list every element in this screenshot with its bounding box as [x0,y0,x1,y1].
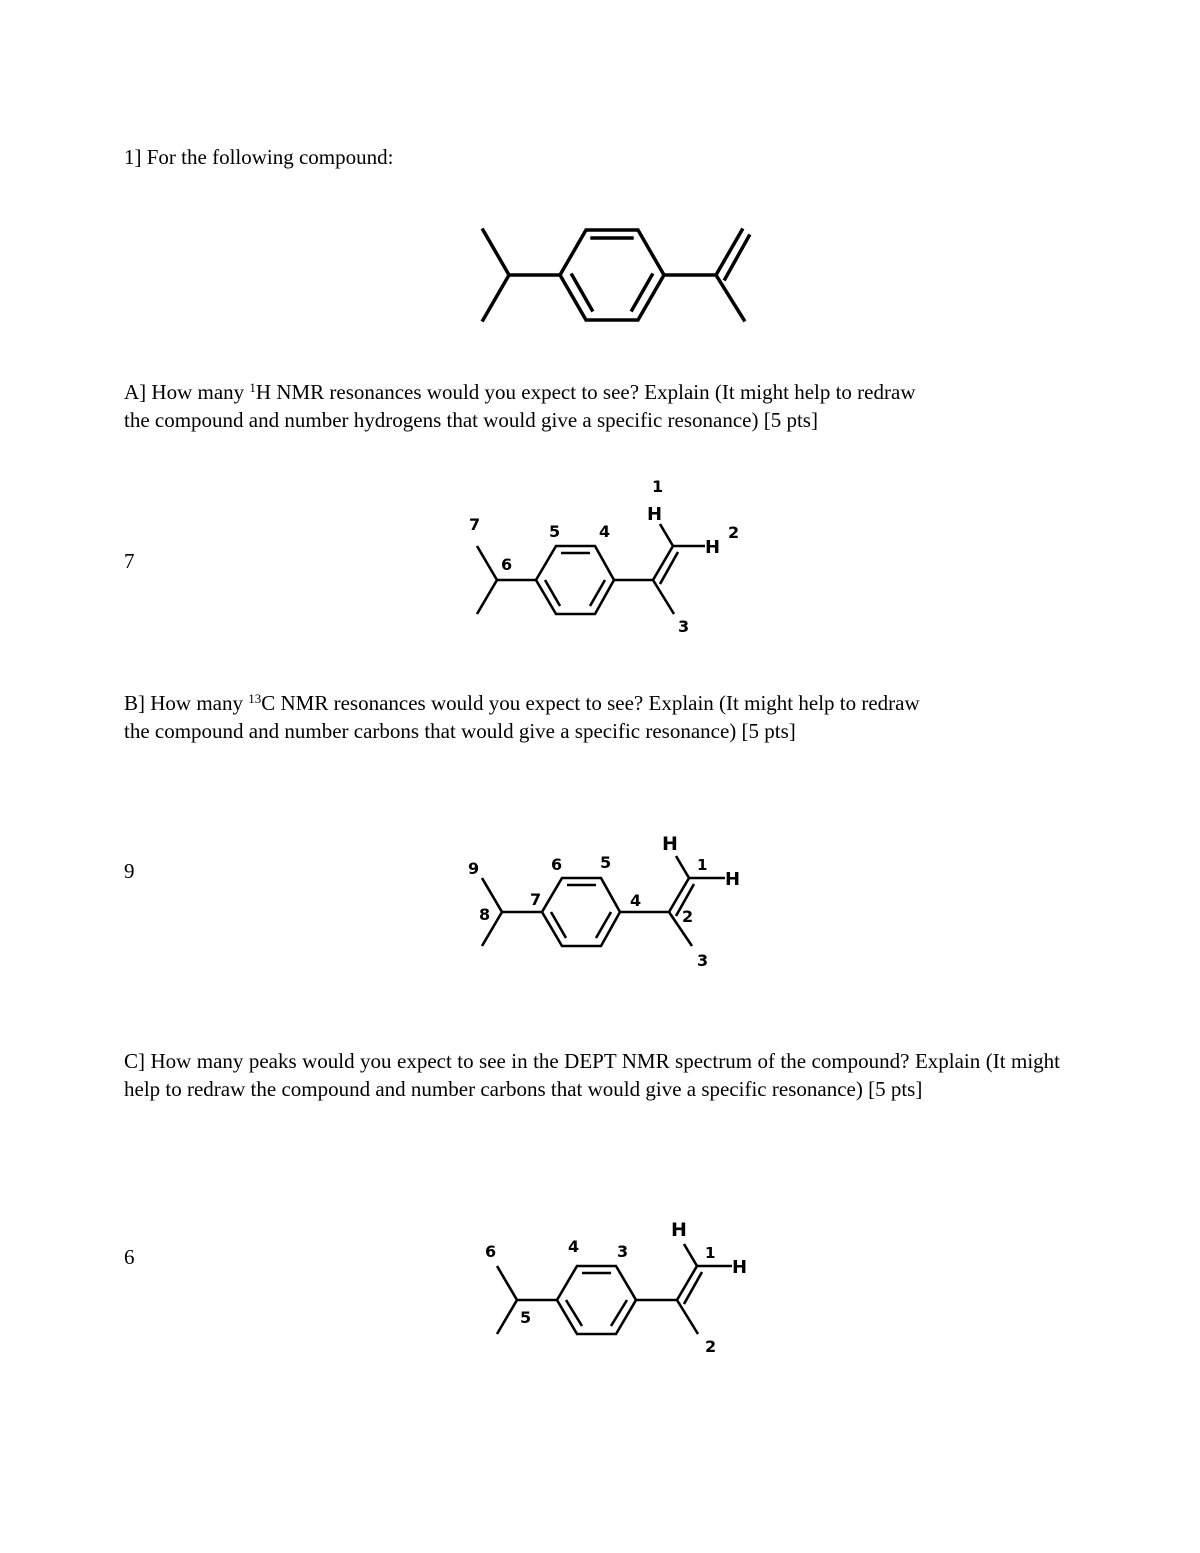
label-b-1: 1 [697,856,708,874]
part-b-superscript: 13 [248,691,262,706]
label-a-h1: H [647,504,663,525]
label-a-3: 3 [678,617,690,636]
label-a-7: 7 [469,515,481,534]
label-b-5: 5 [600,853,612,872]
label-c-4: 4 [568,1237,580,1256]
label-b-9: 9 [468,859,480,878]
label-c-1: 1 [705,1244,716,1262]
label-b-6: 6 [551,855,563,874]
part-b-line2: the compound and number carbons that would give a specific resonance) [5 pts] [124,719,796,743]
label-c-2: 2 [705,1337,717,1356]
part-b-prefix: B] How many [124,691,249,715]
label-b-2: 2 [682,907,694,926]
part-a-superscript: 1 [249,380,256,395]
label-c-h2: H [732,1257,748,1278]
part-b-line1: C NMR resonances would you expect to see? Explain (It might help to redraw [261,691,920,715]
part-b-answer: 9 [124,859,135,883]
part-a-answer: 7 [124,549,135,573]
label-a-4: 4 [599,522,611,541]
label-b-h1: H [662,833,678,855]
part-c-answer: 6 [124,1245,135,1269]
label-a-1: 1 [652,477,664,496]
label-c-5: 5 [520,1308,532,1327]
label-c-6: 6 [485,1242,497,1261]
part-c-question: C] How many peaks would you expect to see in the DEPT NMR spectrum of the compound? Explain (It might help to redraw the compound and number carbons that would give a specific resonance) [5 pts] [124,1049,1060,1101]
label-a-5: 5 [549,522,561,541]
label-a-2: 2 [728,523,740,542]
label-a-h2: H [705,537,721,558]
label-b-7: 7 [530,890,542,909]
label-a-6: 6 [501,555,513,574]
label-b-8: 8 [479,905,491,924]
part-a-line2: the compound and number hydrogens that would give a specific resonance) [5 pts] [124,408,818,432]
label-c-h1: H [671,1219,687,1241]
label-b-4: 4 [630,891,642,910]
label-b-3: 3 [697,951,709,970]
part-a-prefix: A] How many [124,380,250,404]
label-c-3: 3 [617,1242,629,1261]
question-title: 1] For the following compound: [124,145,394,169]
part-a-line1: H NMR resonances would you expect to see? Explain (It might help to redraw [255,380,916,404]
label-b-h2: H [725,869,741,890]
